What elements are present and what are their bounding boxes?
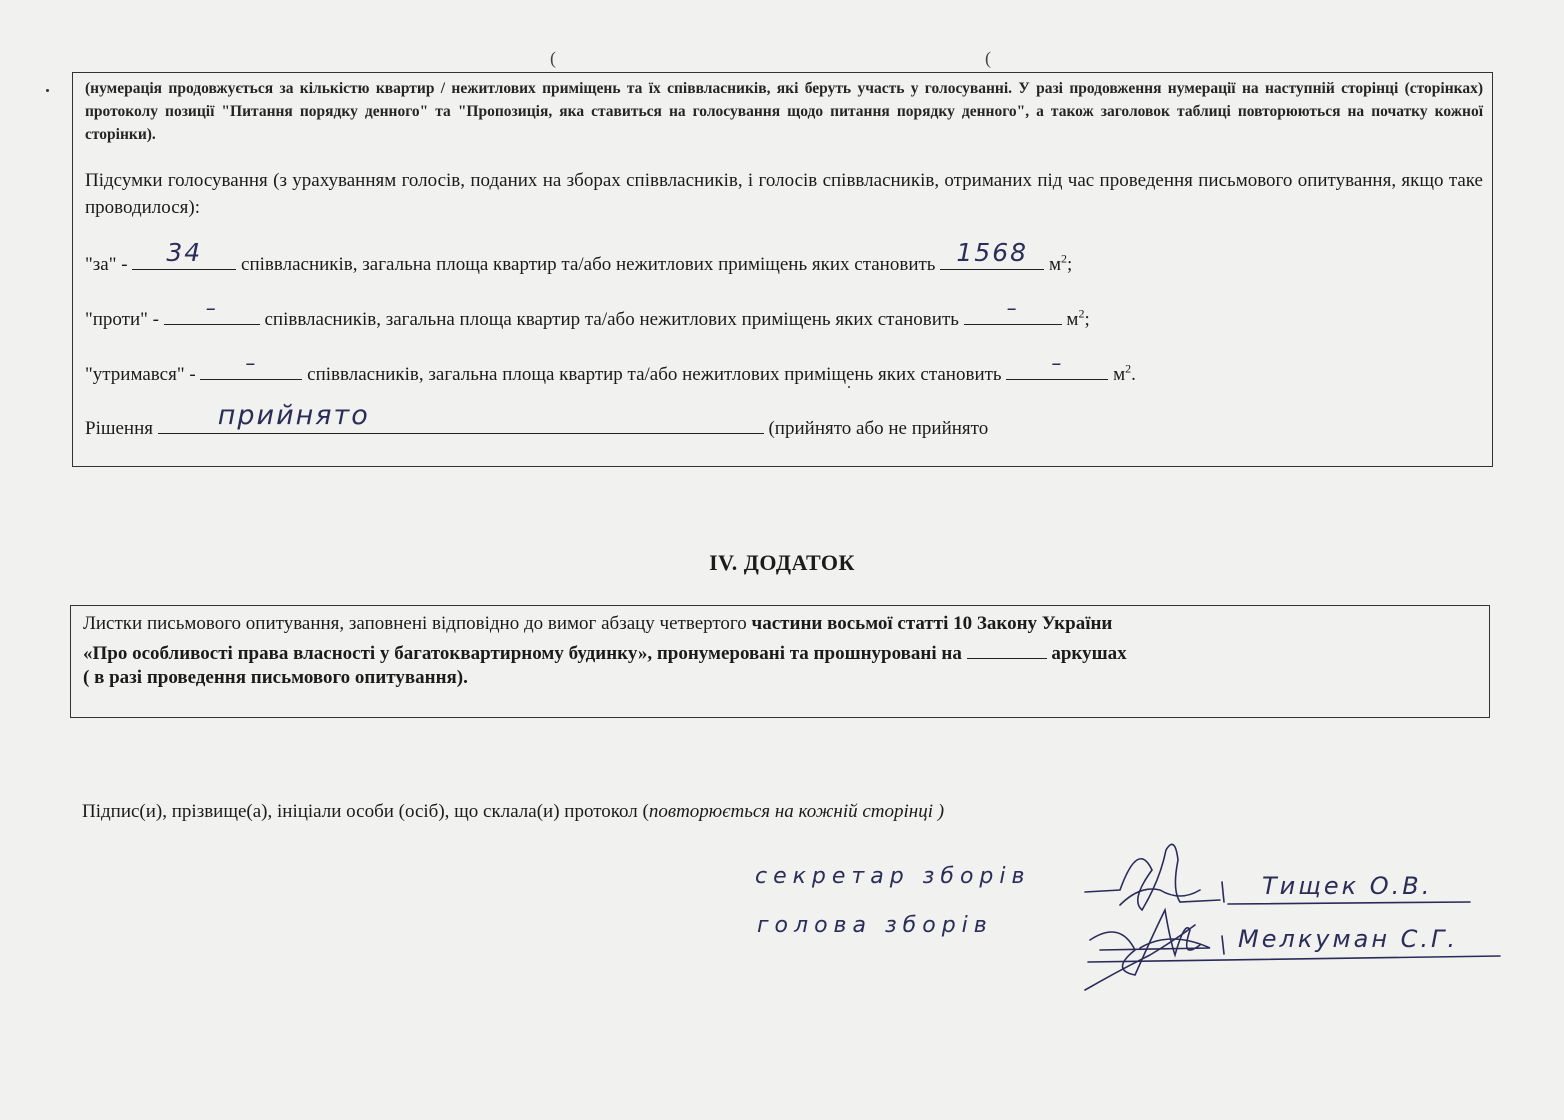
row-end: . xyxy=(1131,364,1136,385)
count-field xyxy=(132,238,236,270)
signature-stroke xyxy=(1090,910,1200,975)
area-field xyxy=(940,238,1044,270)
appendix-line-2 xyxy=(83,640,1127,665)
signature-underline xyxy=(1228,902,1470,904)
row-end: ; xyxy=(1084,309,1090,330)
unit-exponent: 2 xyxy=(1061,251,1067,266)
count-field xyxy=(200,351,302,380)
handwritten-count: – xyxy=(245,351,258,375)
stray-bracket: ( xyxy=(985,48,991,68)
unit-label: м xyxy=(1061,309,1079,330)
vote-text: співвласників, загальна площа квартир та/або нежитлових приміщень яких становить xyxy=(302,364,1007,385)
count-field xyxy=(164,296,260,325)
law-title: «Про особливості права власності у багатоквартирному будинку», xyxy=(83,643,653,664)
voting-results-box xyxy=(72,72,1493,467)
caption-italic: повторюється на кожній сторінці ) xyxy=(648,801,945,822)
role-chair: голова зборів xyxy=(757,913,993,938)
scan-dot xyxy=(46,89,49,92)
section-heading: IV. ДОДАТОК xyxy=(709,550,855,575)
stray-bracket: ( xyxy=(550,48,556,68)
name-secretary: Тищек О.В. xyxy=(1262,872,1433,900)
signature-stroke xyxy=(1085,844,1220,910)
decision-row xyxy=(85,400,989,440)
decision-hint: (прийнято або не прийнято xyxy=(763,418,989,439)
vote-row-abstained xyxy=(85,351,1136,386)
signature-stroke xyxy=(1100,939,1210,950)
vote-label: "за" - xyxy=(85,254,133,275)
sheets-count-field xyxy=(967,640,1047,659)
appendix-line-3: ( в разі проведення письмового опитування). xyxy=(83,667,468,688)
unit-exponent: 2 xyxy=(1078,306,1085,321)
handwritten-count: – xyxy=(205,296,218,320)
vote-text: співвласників, загальна площа квартир та/або нежитлових приміщень яких становить xyxy=(259,309,964,330)
handwritten-count: 34 xyxy=(166,238,203,267)
vote-row-for xyxy=(85,238,1073,276)
unit-label: м xyxy=(1044,254,1061,275)
signature-separator xyxy=(1222,882,1224,902)
appendix-line-1 xyxy=(83,613,1112,635)
handwritten-decision: прийнято xyxy=(217,400,370,431)
signature-underline xyxy=(1088,956,1500,962)
vote-row-against xyxy=(85,296,1090,331)
summary-text: Підсумки голосування (з урахуванням голосів, поданих на зборах співвласників, і голосів співвласників, отриманих під час проведення письмового опитування, якщо таке проводилося): xyxy=(85,170,1483,218)
signature-separator xyxy=(1222,936,1224,954)
decision-field xyxy=(158,400,764,434)
appendix-text-bold: пронумеровані та прошнуровані на xyxy=(652,643,967,664)
appendix-text: Листки письмового опитування, заповнені відповідно до вимог абзацу четвертого xyxy=(83,613,752,634)
area-field xyxy=(1006,351,1108,380)
vote-label: "проти" - xyxy=(85,309,164,330)
signature-caption xyxy=(82,801,944,823)
unit-label: м xyxy=(1108,364,1126,385)
decision-label: Рішення xyxy=(85,418,158,439)
numbering-note: (нумерація продовжується за кількістю квартир / нежитлових приміщень та їх співвласників, які беруть участь у голосуванні. У разі продовження нумерації на наступній сторінці (сторінках) протоколу позиції "Питання порядку денного" та "Пропозиція, яка ставиться на голосування щодо питання порядку денного", а також заголовок таблиці повторюються на початку кожної сторінки). xyxy=(85,80,1483,143)
row-end: ; xyxy=(1067,254,1073,275)
unit-exponent: 2 xyxy=(1125,361,1132,376)
handwritten-area: 1568 xyxy=(956,238,1029,267)
area-field xyxy=(964,296,1062,325)
role-secretary: секретар зборів xyxy=(755,864,1031,889)
signature-stroke xyxy=(1120,889,1200,905)
law-reference: частини восьмої статті 10 Закону України xyxy=(751,613,1113,634)
vote-label: "утримався" - xyxy=(85,364,201,385)
handwritten-area: – xyxy=(1006,296,1019,320)
sheets-word: аркушах xyxy=(1046,643,1127,664)
caption-text: Підпис(и), прізвище(а), ініціали особи (осіб), що склала(и) протокол ( xyxy=(82,801,649,822)
appendix-box xyxy=(70,605,1490,718)
handwritten-area: – xyxy=(1051,351,1064,375)
name-chair: Мелкуман С.Г. xyxy=(1238,925,1459,953)
vote-text: співвласників, загальна площа квартир та/або нежитлових приміщень яких становить xyxy=(236,254,941,275)
signature-scribbles xyxy=(1080,830,1510,1000)
